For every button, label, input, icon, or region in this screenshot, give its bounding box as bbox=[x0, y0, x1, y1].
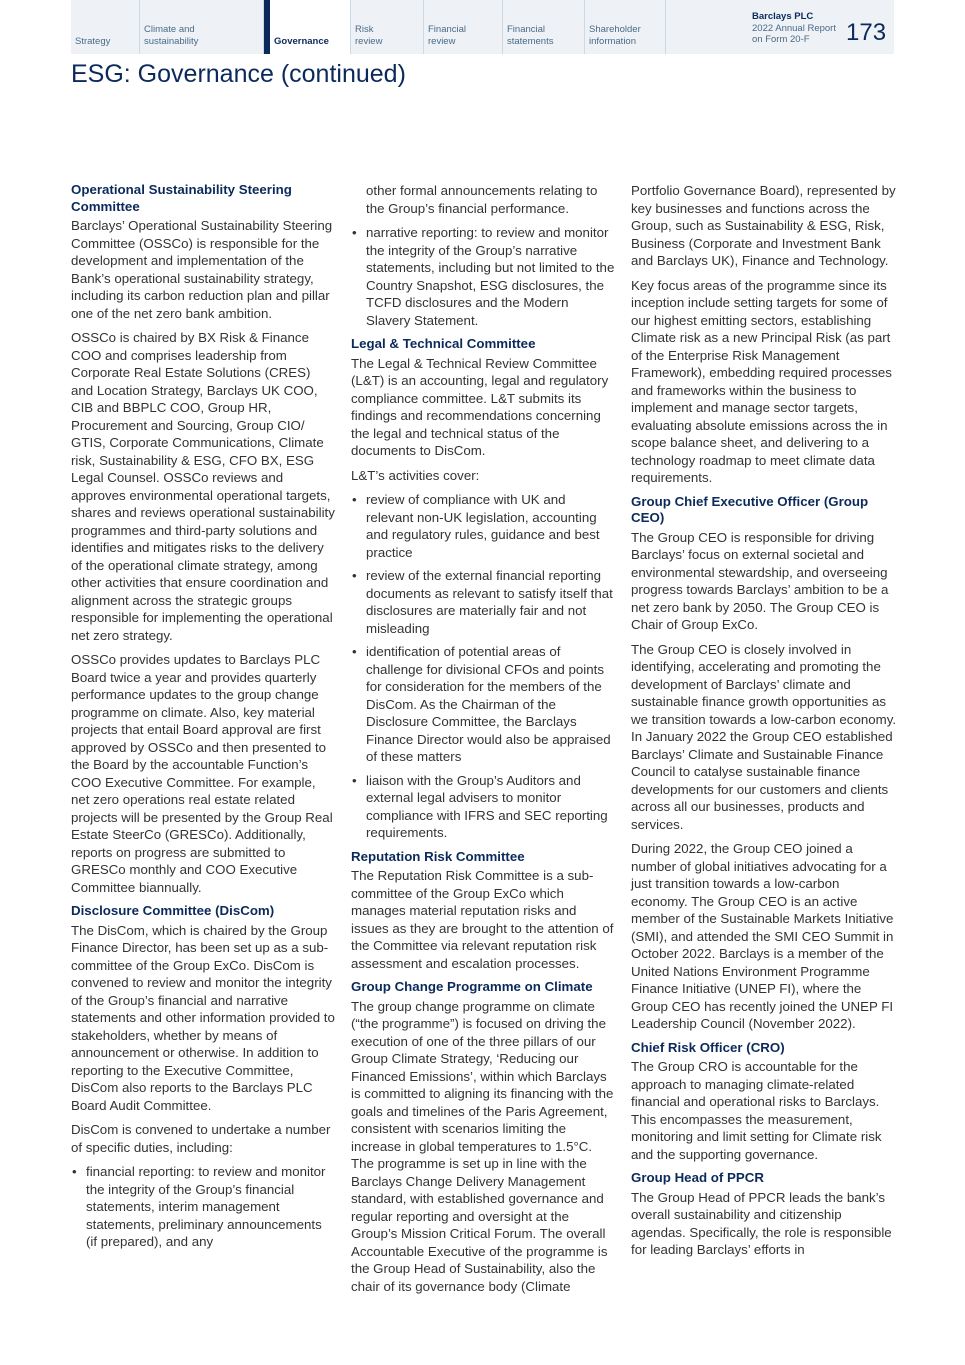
paragraph: The DisCom, which is chaired by the Group Finance Director, has been set up as a sub-committee of the Group ExCo. DisCom is convened to review and monitor the integrity of the Group’s financial and narrative statements and other information provided to stakeholders, whether by means of announcement or otherwise. In addition to reporting to the Executive Committee, DisCom also reports to the Barclays PLC Board Audit Committee. bbox=[71, 922, 335, 1113]
nav-tab-climate-sustainability[interactable] bbox=[140, 0, 264, 54]
page-title: ESG: Governance (continued) bbox=[71, 60, 406, 88]
paragraph: OSSCo is chaired by BX Risk & Finance COO and comprises leadership from Corporate Real Estate Solutions (CRES) and Location Strategy, Barclays UK COO, CIB and BBPLC COO, Group HR, Procurement and Sourcing, Group CIO/ GTIS, Corporate Communications, Climate risk, Sustainability & ESG, CFO BX, ESG Legal Counsel. OSSCo reviews and approves environmental operational targets, shares and reviews operational sustainability programmes and third-party solutions and identifies and mitigates risks to the delivery of the operational climate strategy, among other activities that ensure coordination and alignment across the strategic groups responsible for implementing the operational net zero strategy. bbox=[71, 330, 335, 643]
list-item: • financial reporting: to review and monitor the integrity of the Group’s financial statements, interim management statements, preliminary announcements (if prepared), and any bbox=[71, 1163, 336, 1251]
nav-tab-label: Financial review bbox=[428, 24, 467, 47]
list-item: • review of compliance with UK and relevant non-UK legislation, accounting and regulatory rules, guidance and best practice bbox=[351, 491, 616, 561]
report-brand bbox=[752, 11, 836, 46]
nav-tab-risk-review[interactable] bbox=[351, 0, 424, 54]
paragraph: The group change programme on climate (“the programme”) is focused on driving the execution of one of the three pillars of our Group Climate Strategy, ‘Reducing our Financed Emissions’, within which Barclays is committed to aligning its financing with the goals and timelines of the Paris Agreement, consistent with scenarios limiting the increase in global temperatures to 1.5°C. The programme is set up in line with the Barclays Change Delivery Management standard, with established governance and regular reporting and oversight at the Group’s Mission Critical Forum. The overall Accountable Executive of the programme is the Group Head of Sustainability, also the chair of its governance body (Climate bbox=[351, 998, 614, 1294]
list-item-continued: other formal announcements relating to the Group’s financial performance. bbox=[366, 183, 598, 216]
duties-list bbox=[71, 1163, 336, 1251]
paragraph: Portfolio Governance Board), represented by key businesses and functions across the Group, such as Sustainability & ESG, Risk, Business (Corporate and Investment Bank and Barclays UK), Finance and Technology. bbox=[631, 183, 896, 268]
paragraph: The Group CEO is closely involved in identifying, accelerating and promoting the development of Barclays’ climate and sustainable finance growth opportunities as we transition towards a low-carbon economy. In January 2022 the Group CEO established Barclays’ Climate and Sustainable Finance Council to catalyse sustainable finance developments for our customers and clients across all our businesses, products and services. bbox=[631, 641, 897, 832]
paragraph: The Group CEO is responsible for driving Barclays’ focus on external societal and environmental stewardship, and overseeing progress towards Barclays’ ambition to be a net zero bank by 2050. The Group CEO is Chair of Group ExCo. bbox=[631, 529, 889, 632]
paragraph: The Reputation Risk Committee is a sub-committee of the Group ExCo which manages material reputation risks and issues as they are brought to the attention of the Committee via relevant reputation risk assessment and escalation processes. bbox=[351, 868, 614, 971]
paragraph: L&T’s activities cover: bbox=[351, 467, 480, 483]
paragraph: Key focus areas of the programme since its inception include setting targets for some of our highest emitting sectors, establishing Climate risk as a new Principal Risk (as part of the Enterprise Risk Management Framework), embedding required processes and frameworks within the business to implement and manage sector targets, evaluating absolute emissions across the in scope balance sheet, and delivering to a technology roadmap to meet climate data requirements. bbox=[631, 277, 892, 485]
list-item: • narrative reporting: to review and monitor the integrity of the Group’s narrative statements, including but not limited to the Country Snapshot, ESG disclosures, the TCFD disclosures and the Modern Slavery Statement. bbox=[351, 224, 616, 329]
list-item: • liaison with the Group’s Auditors and external legal advisers to monitor compliance with IFRS and SEC reporting requirements. bbox=[351, 772, 616, 842]
paragraph: The Group Head of PPCR leads the bank’s overall sustainability and citizenship agendas. Specifically, the role is responsible for leading Barclays’ efforts in bbox=[631, 1189, 892, 1257]
paragraph: The Group CRO is accountable for the approach to managing climate-related financial and operational risks to Barclays. This encompasses the measurement, monitoring and limit setting for Climate risk and the supporting governance. bbox=[631, 1059, 882, 1162]
nav-tab-governance[interactable] bbox=[264, 0, 351, 54]
nav-tab-label: Risk review bbox=[355, 24, 383, 47]
heading-legal-technical: Legal & Technical Committee bbox=[351, 336, 536, 351]
nav-tab-label: Climate and sustainability bbox=[144, 24, 199, 47]
heading-ossco: Operational Sustainability Steering Committee bbox=[71, 182, 292, 214]
brand-form: on Form 20-F bbox=[752, 34, 810, 45]
nav-tab-financial-review[interactable] bbox=[424, 0, 503, 54]
text-column-1 bbox=[71, 182, 336, 1258]
activities-list bbox=[351, 491, 616, 842]
nav-tab-financial-statements[interactable] bbox=[503, 0, 585, 54]
paragraph: Barclays’ Operational Sustainability Steering Committee (OSSCo) is responsible for the development and implementation of the Bank’s operational sustainability strategy, including its carbon reduction plan and pillar one of the net zero bank ambition. bbox=[71, 218, 333, 321]
brand-report: 2022 Annual Report bbox=[752, 22, 836, 34]
list-item: • review of the external financial reporting documents as relevant to satisfy itself that disclosures are materially fair and not misleading bbox=[351, 567, 616, 637]
heading-ppcr: Group Head of PPCR bbox=[631, 1170, 764, 1185]
nav-tab-label: Governance bbox=[274, 35, 329, 47]
nav-tab-label: Financial statements bbox=[507, 24, 554, 47]
paragraph: During 2022, the Group CEO joined a number of global initiatives advocating for a just transition towards a low-carbon economy. The Group CEO is an active member of the Sustainable Markets Initiative (SMI), and attended the SMI CEO Summit in October 2022. Barclays is a member of the United Nations Environment Programme Finance Initiative (UNEP FI), where the Group CEO has recently joined the UNEP FI Leadership Council (November 2022). bbox=[631, 841, 894, 1031]
text-column-2 bbox=[351, 182, 616, 1302]
brand-company: Barclays PLC bbox=[752, 11, 814, 22]
paragraph: OSSCo provides updates to Barclays PLC Board twice a year and provides quarterly performance updates to the group change programme on climate. Also, key material projects that entail Board approval are first approved by OSSCo and then presented to the Board by the accountable Function’s COO Executive Committee. For example, net zero operations real estate related projects will be presented by the Group Real Estate SteerCo (GRESCo). Additionally, reports on progress are submitted to GRESCo monthly and COO Executive Committee biannually. bbox=[71, 652, 333, 895]
list-item: • identification of potential areas of challenge for divisional CFOs and points for consideration for the members of the DisCom. As the Chairman of the Disclosure Committee, the Barclays Finance Director would also be appraised of these matters bbox=[351, 643, 616, 766]
nav-tab-label: Shareholder information bbox=[589, 24, 641, 47]
heading-cro: Chief Risk Officer (CRO) bbox=[631, 1039, 785, 1055]
paragraph: The Legal & Technical Review Committee (L&T) is an accounting, legal and regulatory compliance committee. L&T submits its findings and recommendations concerning the legal and technical status of the documents to DisCom. bbox=[351, 355, 609, 458]
heading-reputation-risk: Reputation Risk Committee bbox=[351, 848, 525, 864]
nav-tab-label: Strategy bbox=[75, 35, 111, 47]
nav-tab-strategy[interactable] bbox=[71, 0, 140, 54]
heading-group-change-programme: Group Change Programme on Climate bbox=[351, 979, 593, 994]
page-number: 173 bbox=[846, 19, 887, 46]
heading-discom: Disclosure Committee (DisCom) bbox=[71, 903, 275, 918]
duties-list bbox=[351, 224, 616, 329]
text-column-3 bbox=[631, 182, 897, 1266]
heading-group-ceo: Group Chief Executive Officer (Group CEO) bbox=[631, 493, 869, 525]
nav-tab-shareholder-information[interactable] bbox=[585, 0, 666, 54]
paragraph: DisCom is convened to undertake a number of specific duties, including: bbox=[71, 1122, 331, 1155]
